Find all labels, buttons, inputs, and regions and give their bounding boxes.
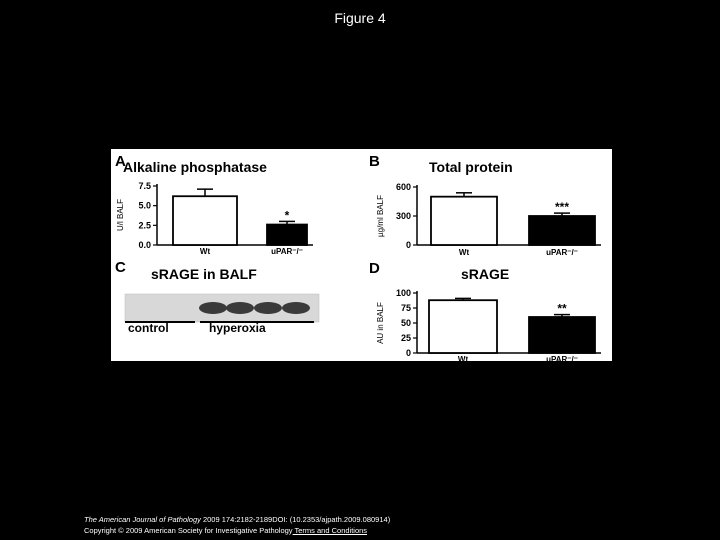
figure-title: Figure 4: [334, 10, 386, 26]
figure-svg: [111, 149, 612, 361]
panel-d-bar-1: [529, 317, 595, 353]
panel-a-letter: A: [115, 153, 126, 170]
panel-a-category-1: uPAR⁻/⁻: [271, 247, 303, 256]
panel-c: [115, 259, 319, 335]
panel-d-ylabel: AU in BALF: [376, 302, 385, 344]
panel-b-significance-1: ***: [554, 200, 570, 215]
panel-b-ytick-label-0: 0: [405, 240, 411, 250]
panel-c-title: sRAGE in BALF: [151, 266, 257, 282]
panel-d-category-0: Wt: [457, 355, 469, 361]
panel-d-ytick-label-3: 75: [400, 303, 411, 313]
panel-b-ytick-label-1: 300: [395, 211, 411, 221]
figure-image: [111, 149, 612, 361]
copyright: Copyright © 2009 American Society for Investigative Pathology: [84, 526, 293, 535]
panel-b-ylabel: µg/ml BALF: [376, 195, 385, 237]
footer: [84, 514, 390, 536]
citation: 2009 174:2182-2189DOI: (10.2353/ajpath.2009.080914): [200, 515, 391, 524]
panel-b-bar-1: [529, 216, 595, 245]
citation-line: [84, 514, 390, 525]
panel-b-ytick-label-2: 600: [395, 182, 411, 192]
panel-d-category-1: uPAR⁻/⁻: [546, 355, 578, 361]
panel-b-category-0: Wt: [458, 248, 470, 257]
group-label-control: control: [128, 321, 169, 335]
panel-d-ytick-label-1: 25: [400, 333, 411, 343]
panel-b-letter: B: [369, 153, 380, 170]
panel-b-title: Total protein: [429, 159, 513, 175]
panel-d-significance-1: **: [557, 301, 567, 316]
panel-b-category-1: uPAR⁻/⁻: [546, 248, 578, 257]
panel-c-letter: C: [115, 259, 126, 276]
terms-link[interactable]: Terms and Conditions: [292, 526, 368, 535]
blot-band-1: [199, 302, 227, 314]
panel-d-ytick-label-2: 50: [400, 318, 411, 328]
blot-band-3: [254, 302, 282, 314]
panel-a-ylabel: U/l BALF: [116, 198, 125, 232]
copyright-line: [84, 525, 390, 536]
panel-b-bar-0: [431, 197, 497, 245]
panel-a-bar-1: [267, 225, 307, 245]
blot-band-2: [226, 302, 254, 314]
panel-d-letter: D: [369, 260, 380, 277]
panel-a-ytick-label-2: 5.0: [138, 200, 151, 211]
blot-band-4: [282, 302, 310, 314]
journal-name: The American Journal of Pathology: [84, 515, 201, 524]
panel-a-ytick-label-3: 7.5: [138, 181, 151, 191]
group-label-hyperoxia: hyperoxia: [209, 321, 266, 335]
panel-a-category-0: Wt: [199, 247, 211, 256]
panel-a-title: Alkaline phosphatase: [123, 159, 267, 175]
panel-a-bar-0: [173, 196, 237, 245]
panel-d-title: sRAGE: [461, 266, 510, 282]
panel-a-ytick-label-1: 2.5: [138, 220, 151, 231]
panel-d-ytick-label-4: 100: [395, 288, 411, 298]
panel-a-significance-1: *: [284, 208, 290, 223]
panel-a-ytick-label-0: 0.0: [138, 240, 151, 250]
panel-d-ytick-label-0: 0: [405, 348, 411, 358]
panel-d-bar-0: [429, 300, 497, 353]
